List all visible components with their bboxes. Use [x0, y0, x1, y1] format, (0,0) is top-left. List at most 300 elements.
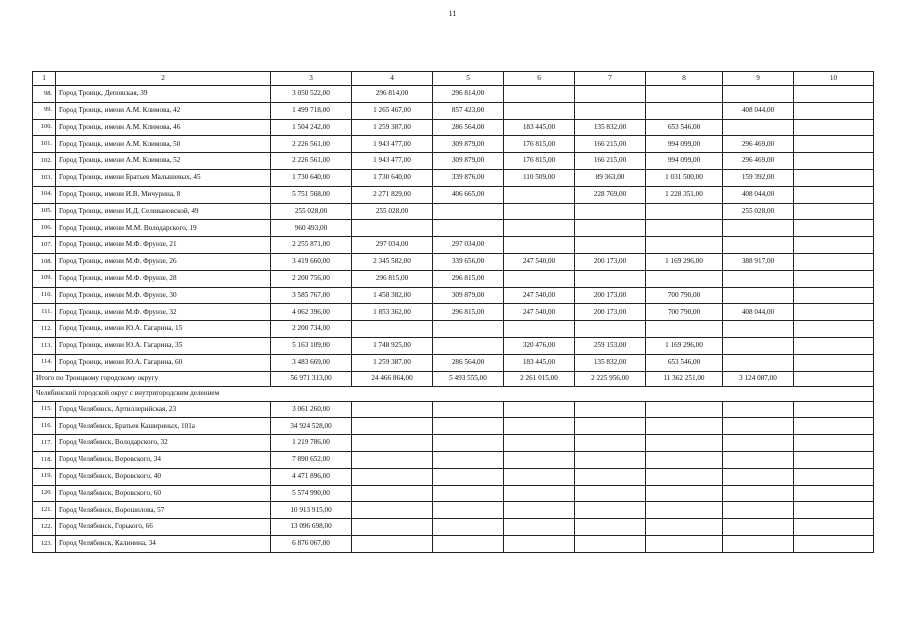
amount-cell — [575, 451, 646, 468]
amount-cell: 406 665,00 — [433, 186, 504, 203]
table-row — [33, 535, 874, 552]
address-cell: Город Троицк, имени А.М. Климова, 46 — [56, 119, 271, 136]
amount-cell — [504, 203, 575, 220]
amount-cell: 408 044,00 — [723, 304, 794, 321]
amount-cell: 2 345 582,00 — [352, 253, 433, 270]
amount-cell: 7 890 652,00 — [271, 451, 352, 468]
amount-cell — [575, 502, 646, 519]
header-row — [33, 72, 874, 86]
amount-cell — [433, 468, 504, 485]
amount-cell — [433, 321, 504, 338]
address-cell: Город Челябинск, Воровского, 60 — [56, 485, 271, 502]
total-label: Итого по Троицкому городскому округу — [33, 371, 271, 386]
amount-cell: 3 061 260,00 — [271, 401, 352, 418]
amount-cell — [646, 519, 723, 536]
amount-cell: 34 924 528,00 — [271, 418, 352, 435]
column-header: 7 — [575, 72, 646, 86]
amount-cell: 200 173,00 — [575, 253, 646, 270]
amount-cell — [433, 401, 504, 418]
amount-cell: 297 034,00 — [352, 237, 433, 254]
amount-cell: 2 200 756,00 — [271, 270, 352, 287]
amount-cell: 200 173,00 — [575, 304, 646, 321]
row-number: 121. — [33, 502, 56, 519]
column-header: 2 — [56, 72, 271, 86]
amount-cell: 1 031 500,00 — [646, 169, 723, 186]
amount-cell — [723, 451, 794, 468]
amount-cell: 166 215,00 — [575, 136, 646, 153]
amount-cell: 653 546,00 — [646, 354, 723, 371]
table-row — [33, 468, 874, 485]
amount-cell — [646, 270, 723, 287]
amount-cell: 2 271 829,00 — [352, 186, 433, 203]
amount-cell — [433, 418, 504, 435]
amount-cell: 135 832,00 — [575, 119, 646, 136]
amount-cell — [794, 321, 874, 338]
address-cell: Город Троицк, имени М.Ф. Фрунзе, 26 — [56, 253, 271, 270]
amount-cell — [723, 119, 794, 136]
total-amount-cell: 2 225 956,00 — [575, 371, 646, 386]
column-header: 10 — [794, 72, 874, 86]
amount-cell: 247 540,00 — [504, 253, 575, 270]
amount-cell — [794, 304, 874, 321]
amount-cell — [433, 519, 504, 536]
row-number: 118. — [33, 451, 56, 468]
address-cell: Город Челябинск, Артиллерийская, 23 — [56, 401, 271, 418]
table-row — [33, 485, 874, 502]
amount-cell — [352, 418, 433, 435]
amount-cell — [575, 220, 646, 237]
amount-cell — [794, 237, 874, 254]
amount-cell: 857 423,00 — [433, 102, 504, 119]
address-cell: Город Челябинск, Воровского, 34 — [56, 451, 271, 468]
amount-cell — [433, 485, 504, 502]
amount-cell: 1 169 296,00 — [646, 253, 723, 270]
amount-cell — [433, 435, 504, 452]
address-cell: Город Троицк, имени А.М. Климова, 42 — [56, 102, 271, 119]
amount-cell: 1 219 786,00 — [271, 435, 352, 452]
row-number: 102. — [33, 153, 56, 170]
amount-cell: 176 815,00 — [504, 136, 575, 153]
amount-cell — [794, 203, 874, 220]
total-amount-cell: 2 261 015,00 — [504, 371, 575, 386]
amount-cell: 297 034,00 — [433, 237, 504, 254]
table-row — [33, 220, 874, 237]
amount-cell: 339 656,00 — [433, 253, 504, 270]
table-row — [33, 435, 874, 452]
amount-cell — [352, 502, 433, 519]
amount-cell — [794, 270, 874, 287]
amount-cell — [575, 468, 646, 485]
amount-cell: 2 226 561,00 — [271, 136, 352, 153]
column-header: 4 — [352, 72, 433, 86]
amount-cell — [433, 451, 504, 468]
amount-cell: 228 769,00 — [575, 186, 646, 203]
table-row — [33, 136, 874, 153]
amount-cell: 200 173,00 — [575, 287, 646, 304]
row-number: 115. — [33, 401, 56, 418]
amount-cell — [723, 535, 794, 552]
total-amount-cell: 24 466 864,00 — [352, 371, 433, 386]
amount-cell: 296 815,00 — [433, 304, 504, 321]
amount-cell — [575, 270, 646, 287]
row-number: 114. — [33, 354, 56, 371]
amount-cell: 1 259 387,00 — [352, 119, 433, 136]
amount-cell: 1 943 477,00 — [352, 153, 433, 170]
amount-cell: 5 574 990,00 — [271, 485, 352, 502]
column-header: 8 — [646, 72, 723, 86]
address-cell: Город Троицк, имени М.Ф. Фрунзе, 30 — [56, 287, 271, 304]
amount-cell: 110 509,00 — [504, 169, 575, 186]
table-row — [33, 270, 874, 287]
amount-cell: 994 099,00 — [646, 153, 723, 170]
amount-cell — [504, 418, 575, 435]
amount-cell: 339 876,00 — [433, 169, 504, 186]
address-cell: Город Троицк, имени И.В. Мичурина, 8 — [56, 186, 271, 203]
amount-cell — [352, 401, 433, 418]
amount-cell — [504, 321, 575, 338]
row-number: 116. — [33, 418, 56, 435]
amount-cell: 255 028,00 — [271, 203, 352, 220]
column-header: 1 — [33, 72, 56, 86]
column-header: 9 — [723, 72, 794, 86]
amount-cell — [794, 102, 874, 119]
address-cell: Город Троицк, имени А.М. Климова, 52 — [56, 153, 271, 170]
amount-cell: 247 540,00 — [504, 304, 575, 321]
amount-cell: 1 504 242,00 — [271, 119, 352, 136]
amount-cell: 296 469,00 — [723, 136, 794, 153]
amount-cell — [723, 237, 794, 254]
amount-cell: 653 546,00 — [646, 119, 723, 136]
amount-cell — [646, 485, 723, 502]
amount-cell — [723, 287, 794, 304]
amount-cell: 700 790,00 — [646, 304, 723, 321]
amount-cell — [575, 535, 646, 552]
total-amount-cell: 5 493 555,00 — [433, 371, 504, 386]
amount-cell — [646, 468, 723, 485]
amount-cell — [794, 153, 874, 170]
amount-cell — [723, 519, 794, 536]
amount-cell — [646, 102, 723, 119]
amount-cell: 309 879,00 — [433, 153, 504, 170]
amount-cell: 700 790,00 — [646, 287, 723, 304]
amount-cell — [575, 237, 646, 254]
row-number: 110. — [33, 287, 56, 304]
amount-cell — [352, 321, 433, 338]
address-cell: Город Троицк, Деповская, 39 — [56, 86, 271, 103]
amount-cell — [794, 519, 874, 536]
amount-cell: 1 748 925,00 — [352, 337, 433, 354]
amount-cell: 408 044,00 — [723, 102, 794, 119]
amount-cell — [723, 485, 794, 502]
amount-cell: 3 050 522,00 — [271, 86, 352, 103]
amount-cell: 388 917,00 — [723, 253, 794, 270]
amount-cell — [504, 502, 575, 519]
amount-cell: 10 913 915,00 — [271, 502, 352, 519]
amount-cell: 1 730 640,00 — [271, 169, 352, 186]
amount-cell — [352, 435, 433, 452]
amount-cell: 3 483 669,00 — [271, 354, 352, 371]
table-row — [33, 119, 874, 136]
address-cell: Город Троицк, имени Ю.А. Гагарина, 60 — [56, 354, 271, 371]
amount-cell — [352, 535, 433, 552]
amount-cell — [794, 502, 874, 519]
amount-cell: 1 853 362,00 — [352, 304, 433, 321]
total-amount-cell — [794, 371, 874, 386]
amount-cell: 1 259 387,00 — [352, 354, 433, 371]
row-number: 112. — [33, 321, 56, 338]
amount-cell: 4 471 896,00 — [271, 468, 352, 485]
table-row — [33, 203, 874, 220]
amount-cell — [504, 86, 575, 103]
row-number: 117. — [33, 435, 56, 452]
amount-cell: 176 815,00 — [504, 153, 575, 170]
amount-cell — [646, 435, 723, 452]
amount-cell — [794, 119, 874, 136]
amount-cell — [504, 270, 575, 287]
amount-cell — [352, 485, 433, 502]
amount-cell — [794, 451, 874, 468]
amount-cell — [433, 535, 504, 552]
amount-cell: 3 585 767,00 — [271, 287, 352, 304]
table-row — [33, 287, 874, 304]
amount-cell: 255 028,00 — [723, 203, 794, 220]
amount-cell — [794, 468, 874, 485]
amount-cell — [504, 237, 575, 254]
amount-cell — [575, 86, 646, 103]
amount-cell: 320 476,00 — [504, 337, 575, 354]
amount-cell — [352, 220, 433, 237]
data-table — [32, 71, 874, 553]
address-cell: Город Троицк, имени Братьев Малышевых, 45 — [56, 169, 271, 186]
amount-cell: 296 815,00 — [433, 270, 504, 287]
amount-cell — [504, 435, 575, 452]
address-cell: Город Челябинск, Калинина, 34 — [56, 535, 271, 552]
row-number: 98. — [33, 86, 56, 103]
row-number: 109. — [33, 270, 56, 287]
amount-cell: 5 163 109,00 — [271, 337, 352, 354]
row-number: 119. — [33, 468, 56, 485]
amount-cell — [794, 253, 874, 270]
amount-cell — [723, 270, 794, 287]
amount-cell: 2 255 871,00 — [271, 237, 352, 254]
amount-cell — [433, 337, 504, 354]
amount-cell — [723, 418, 794, 435]
amount-cell: 296 469,00 — [723, 153, 794, 170]
amount-cell: 1 943 477,00 — [352, 136, 433, 153]
address-cell: Город Троицк, имени М.Ф. Фрунзе, 32 — [56, 304, 271, 321]
table-row — [33, 337, 874, 354]
address-cell: Город Троицк, имени И.Д. Селивановской, 49 — [56, 203, 271, 220]
row-number: 106. — [33, 220, 56, 237]
amount-cell — [646, 418, 723, 435]
page-number: 11 — [448, 9, 457, 18]
amount-cell — [794, 435, 874, 452]
address-cell: Город Троицк, имени Ю.А. Гагарина, 15 — [56, 321, 271, 338]
table-body — [33, 72, 874, 553]
amount-cell — [575, 435, 646, 452]
amount-cell: 13 096 698,00 — [271, 519, 352, 536]
address-cell: Город Троицк, имени Ю.А. Гагарина, 35 — [56, 337, 271, 354]
table-row — [33, 237, 874, 254]
amount-cell — [794, 220, 874, 237]
amount-cell: 296 815,00 — [352, 270, 433, 287]
amount-cell — [575, 485, 646, 502]
table-row — [33, 401, 874, 418]
amount-cell: 309 879,00 — [433, 287, 504, 304]
amount-cell — [794, 418, 874, 435]
amount-cell: 6 876 067,00 — [271, 535, 352, 552]
amount-cell — [504, 401, 575, 418]
amount-cell — [352, 519, 433, 536]
amount-cell — [575, 203, 646, 220]
amount-cell — [352, 468, 433, 485]
row-number: 111. — [33, 304, 56, 321]
amount-cell: 1 228 351,00 — [646, 186, 723, 203]
amount-cell: 1 169 296,00 — [646, 337, 723, 354]
amount-cell — [352, 451, 433, 468]
amount-cell — [723, 337, 794, 354]
amount-cell — [794, 169, 874, 186]
amount-cell: 2 226 561,00 — [271, 153, 352, 170]
amount-cell: 135 832,00 — [575, 354, 646, 371]
amount-cell: 159 392,00 — [723, 169, 794, 186]
amount-cell — [794, 136, 874, 153]
amount-cell — [723, 435, 794, 452]
row-number: 103. — [33, 169, 56, 186]
amount-cell — [646, 502, 723, 519]
address-cell: Город Челябинск, Ворошилова, 57 — [56, 502, 271, 519]
column-header: 6 — [504, 72, 575, 86]
address-cell: Город Челябинск, Братьев Кашириных, 101а — [56, 418, 271, 435]
table-row — [33, 418, 874, 435]
total-row — [33, 371, 874, 386]
row-number: 99. — [33, 102, 56, 119]
address-cell: Город Челябинск, Горького, 66 — [56, 519, 271, 536]
amount-cell: 1 458 382,00 — [352, 287, 433, 304]
address-cell: Город Троицк, имени М.Ф. Фрунзе, 21 — [56, 237, 271, 254]
table-row — [33, 186, 874, 203]
amount-cell: 296 814,00 — [352, 86, 433, 103]
amount-cell: 309 879,00 — [433, 136, 504, 153]
amount-cell — [433, 502, 504, 519]
amount-cell: 994 099,00 — [646, 136, 723, 153]
address-cell: Город Челябинск, Володарского, 32 — [56, 435, 271, 452]
amount-cell — [433, 220, 504, 237]
amount-cell — [646, 401, 723, 418]
amount-cell — [504, 485, 575, 502]
amount-cell: 4 062 396,00 — [271, 304, 352, 321]
amount-cell: 1 265 467,00 — [352, 102, 433, 119]
amount-cell — [504, 102, 575, 119]
column-header: 5 — [433, 72, 504, 86]
amount-cell — [646, 220, 723, 237]
table-row — [33, 502, 874, 519]
amount-cell: 286 564,00 — [433, 119, 504, 136]
amount-cell — [646, 451, 723, 468]
row-number: 105. — [33, 203, 56, 220]
amount-cell: 3 419 660,00 — [271, 253, 352, 270]
row-number: 100. — [33, 119, 56, 136]
amount-cell — [504, 220, 575, 237]
amount-cell: 89 363,00 — [575, 169, 646, 186]
amount-cell — [646, 203, 723, 220]
address-cell: Город Троицк, имени М.Ф. Фрунзе, 28 — [56, 270, 271, 287]
table-row — [33, 519, 874, 536]
amount-cell: 408 044,00 — [723, 186, 794, 203]
amount-cell: 296 814,00 — [433, 86, 504, 103]
row-number: 113. — [33, 337, 56, 354]
amount-cell: 5 751 568,00 — [271, 186, 352, 203]
amount-cell — [646, 535, 723, 552]
amount-cell: 2 200 734,00 — [271, 321, 352, 338]
amount-cell — [723, 354, 794, 371]
table-row — [33, 304, 874, 321]
row-number: 122. — [33, 519, 56, 536]
table-row — [33, 169, 874, 186]
table-row — [33, 86, 874, 103]
amount-cell — [646, 237, 723, 254]
row-number: 120. — [33, 485, 56, 502]
amount-cell: 255 028,00 — [352, 203, 433, 220]
amount-cell — [794, 354, 874, 371]
table-row — [33, 451, 874, 468]
table-row — [33, 153, 874, 170]
amount-cell — [504, 451, 575, 468]
total-amount-cell: 3 124 087,00 — [723, 371, 794, 386]
amount-cell — [723, 401, 794, 418]
section-row — [33, 386, 874, 401]
amount-cell — [794, 485, 874, 502]
amount-cell — [646, 86, 723, 103]
amount-cell — [723, 220, 794, 237]
amount-cell — [504, 186, 575, 203]
row-number: 104. — [33, 186, 56, 203]
amount-cell — [723, 468, 794, 485]
amount-cell — [723, 321, 794, 338]
amount-cell: 1 730 640,00 — [352, 169, 433, 186]
table-row — [33, 253, 874, 270]
amount-cell — [794, 401, 874, 418]
amount-cell — [433, 203, 504, 220]
column-header: 3 — [271, 72, 352, 86]
row-number: 107. — [33, 237, 56, 254]
amount-cell: 286 564,00 — [433, 354, 504, 371]
address-cell: Город Челябинск, Воровского, 40 — [56, 468, 271, 485]
amount-cell — [575, 418, 646, 435]
table-row — [33, 102, 874, 119]
amount-cell: 183 445,00 — [504, 354, 575, 371]
amount-cell — [794, 337, 874, 354]
amount-cell — [723, 502, 794, 519]
amount-cell — [504, 535, 575, 552]
amount-cell — [794, 287, 874, 304]
amount-cell: 166 215,00 — [575, 153, 646, 170]
table-row — [33, 321, 874, 338]
amount-cell — [504, 519, 575, 536]
amount-cell — [794, 86, 874, 103]
section-label: Челябинский городской округ с внутригородским делением — [33, 386, 874, 401]
address-cell: Город Троицк, имени М.М. Володарского, 19 — [56, 220, 271, 237]
total-amount-cell: 56 971 313,00 — [271, 371, 352, 386]
amount-cell — [504, 468, 575, 485]
amount-cell: 259 153,00 — [575, 337, 646, 354]
amount-cell: 247 540,00 — [504, 287, 575, 304]
amount-cell: 1 499 718,00 — [271, 102, 352, 119]
amount-cell — [575, 102, 646, 119]
amount-cell: 960 493,00 — [271, 220, 352, 237]
row-number: 101. — [33, 136, 56, 153]
amount-cell — [723, 86, 794, 103]
